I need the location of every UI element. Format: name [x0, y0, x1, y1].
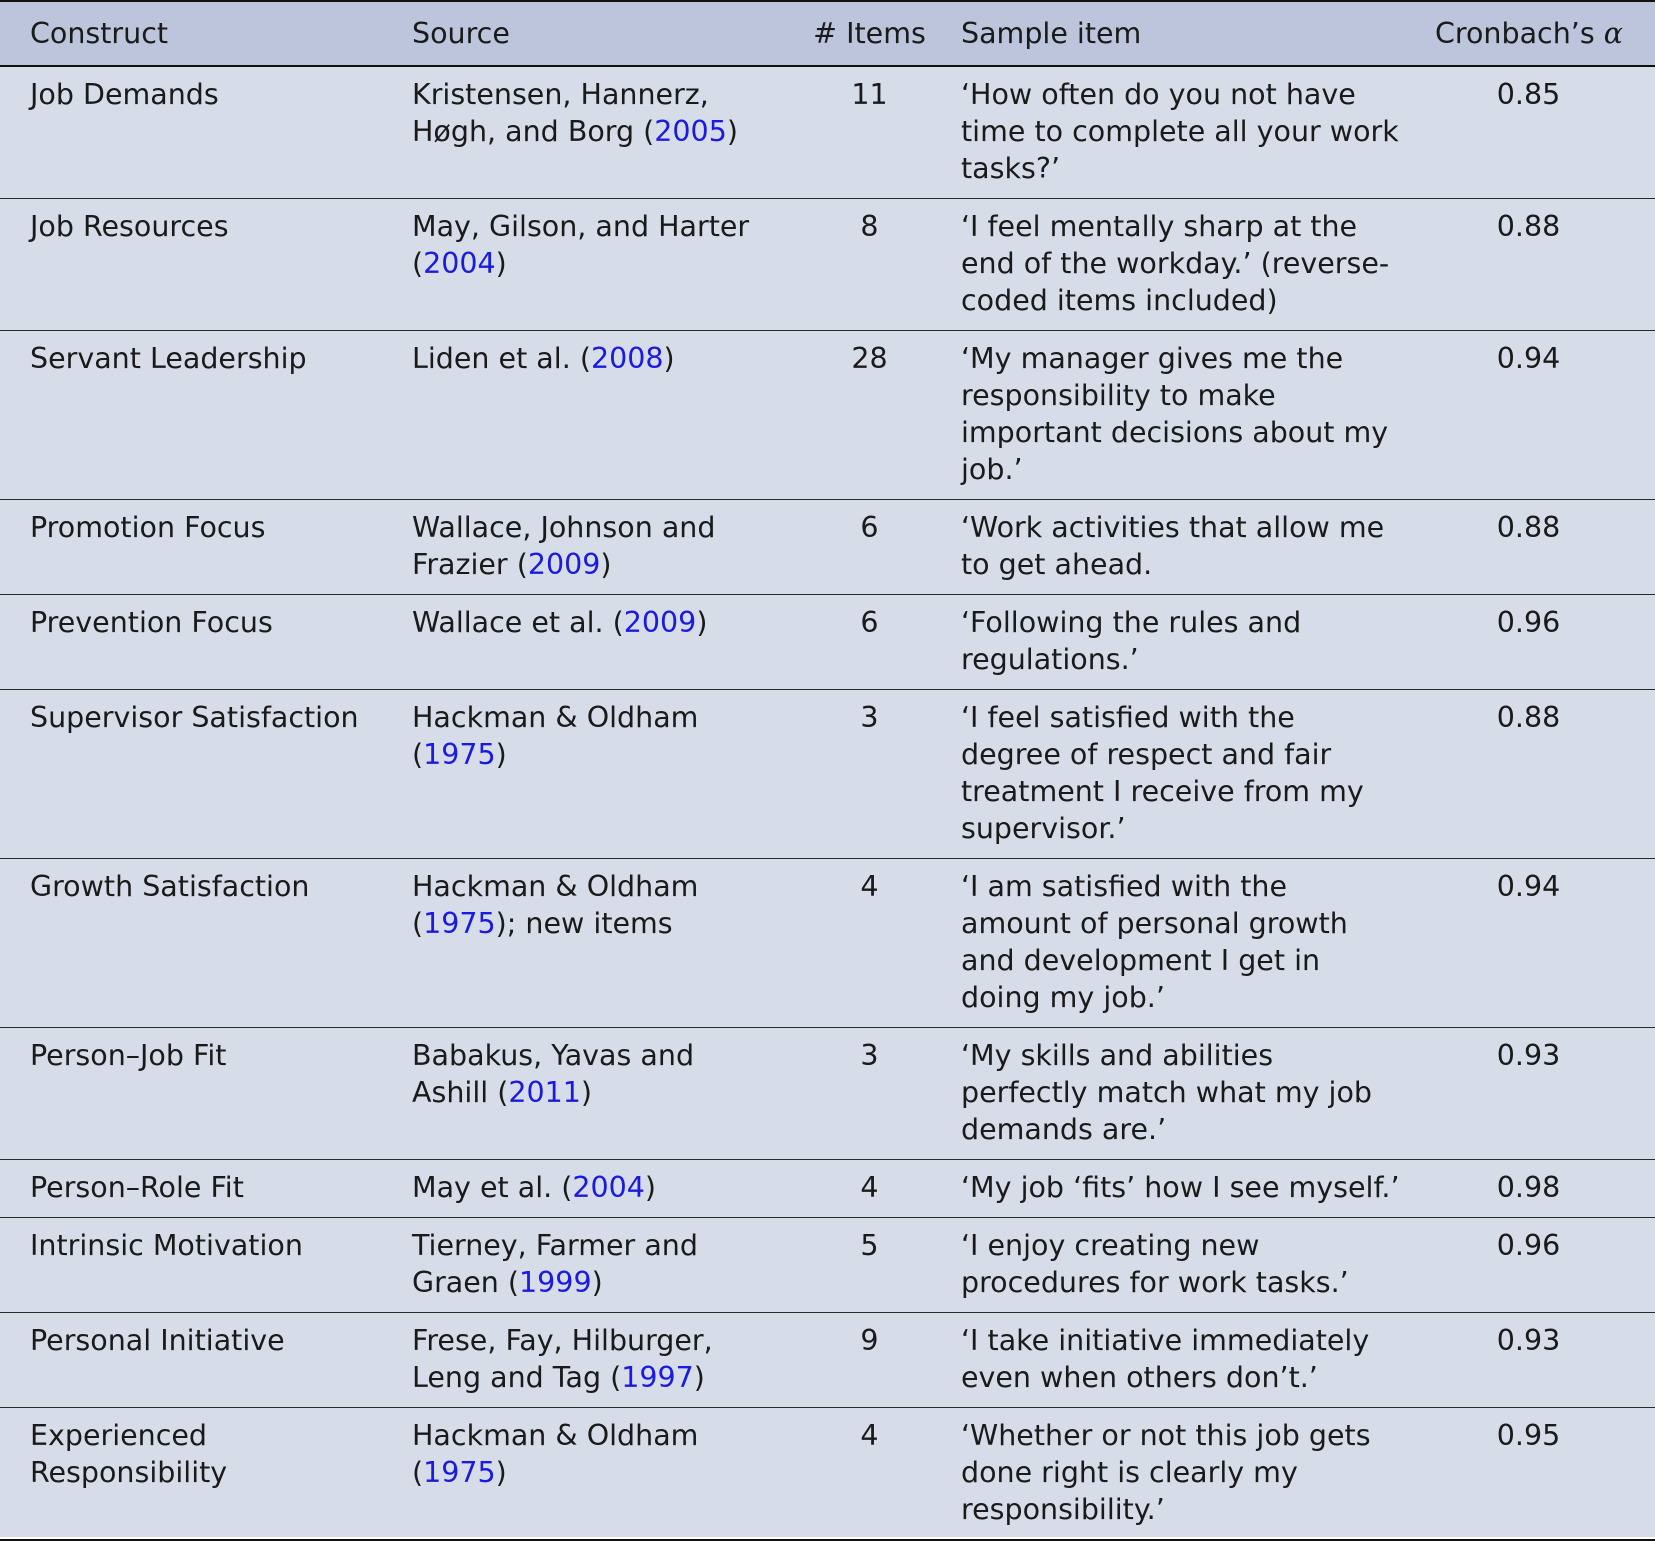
table-row — [0, 1160, 1655, 1218]
citation-year-link[interactable]: 1999 — [519, 1266, 592, 1299]
source-text-suffix: ) — [663, 342, 675, 375]
table-row — [0, 66, 1655, 199]
cell-source — [412, 66, 778, 199]
citation-year-link[interactable]: 2008 — [590, 342, 664, 375]
cell-cronbach-alpha: 0.85 — [1496, 78, 1561, 111]
cell-items-count: 4 — [860, 1171, 879, 1204]
header-construct: Construct — [30, 17, 169, 50]
cell-cronbach-alpha: 0.98 — [1496, 1171, 1561, 1204]
table-body — [0, 66, 1655, 1540]
cell-items-count: 11 — [851, 78, 888, 111]
source-text: Hackman & Oldham ( — [412, 1419, 699, 1489]
source-text: Liden et al. ( — [412, 342, 591, 375]
citation-year-link[interactable]: 2005 — [654, 115, 727, 148]
cell-source — [412, 1160, 778, 1218]
cell-construct: Supervisor Satisfaction — [30, 701, 359, 734]
cell-items-count: 3 — [860, 701, 879, 734]
source-text-suffix: ) — [644, 1171, 657, 1204]
cell-items-count: 8 — [860, 210, 879, 243]
header-alpha-prefix: Cronbach’s — [1435, 17, 1604, 50]
cell-source — [412, 1218, 778, 1313]
table-row — [0, 1408, 1655, 1541]
source-text-suffix: ); new items — [495, 907, 673, 940]
header-source: Source — [412, 17, 510, 50]
table-row — [0, 199, 1655, 331]
cell-sample-item: ‘I enjoy creating new procedures for work tasks.’ — [961, 1229, 1349, 1299]
cell-sample-item: ‘I feel mentally sharp at the end of the workday.’ (reverse-coded items included) — [961, 210, 1390, 317]
header-cronbach-alpha — [1402, 1, 1655, 66]
citation-year-link[interactable]: 2004 — [423, 247, 496, 280]
cell-sample-item: ‘Following the rules and regulations.’ — [961, 606, 1302, 676]
citation-year-link[interactable]: 1975 — [423, 738, 496, 771]
source-text: Hackman & Oldham ( — [412, 701, 699, 771]
cell-sample-item: ‘I feel satisfied with the degree of respect and fair treatment I receive from my supervisor.’ — [961, 701, 1364, 845]
cell-cronbach-alpha: 0.88 — [1496, 511, 1561, 544]
source-text-suffix: ) — [726, 115, 738, 148]
cell-construct: Promotion Focus — [30, 511, 266, 544]
cell-source — [412, 859, 778, 1028]
source-text: Frese, Fay, Hilburger, Leng and Tag ( — [412, 1324, 713, 1394]
citation-year-link[interactable]: 2009 — [527, 548, 601, 581]
citation-year-link[interactable]: 2004 — [572, 1171, 645, 1204]
cell-cronbach-alpha: 0.88 — [1496, 701, 1561, 734]
cell-items-count: 9 — [860, 1324, 879, 1357]
source-text-suffix: ) — [693, 1361, 705, 1394]
cell-construct: Growth Satisfaction — [30, 870, 310, 903]
cell-source — [412, 595, 778, 690]
cell-items-count: 5 — [860, 1229, 879, 1262]
cell-construct: Servant Leadership — [30, 342, 307, 375]
cell-cronbach-alpha: 0.96 — [1496, 1229, 1561, 1262]
source-text: Tierney, Farmer and Graen ( — [412, 1229, 698, 1299]
cell-cronbach-alpha: 0.95 — [1496, 1419, 1561, 1452]
cell-items-count: 4 — [860, 1419, 879, 1452]
cell-construct: Job Demands — [30, 78, 219, 111]
header-items: # Items — [813, 17, 926, 50]
cell-sample-item: ‘I take initiative immediately even when others don’t.’ — [961, 1324, 1370, 1394]
cell-construct: Job Resources — [30, 210, 229, 243]
table-row — [0, 859, 1655, 1028]
header-row — [0, 1, 1655, 66]
source-text: Wallace, Johnson and Frazier ( — [412, 511, 716, 581]
cell-source — [412, 199, 778, 331]
cell-items-count: 3 — [860, 1039, 879, 1072]
cell-sample-item: ‘Whether or not this job gets done right is clearly my responsibility.’ — [961, 1419, 1371, 1526]
source-text: Kristensen, Hannerz, Høgh, and Borg ( — [412, 78, 709, 148]
citation-year-link[interactable]: 1975 — [423, 907, 496, 940]
source-text-suffix: ) — [591, 1266, 603, 1299]
citation-year-link[interactable]: 1975 — [423, 1456, 496, 1489]
cell-source — [412, 1408, 778, 1541]
cell-items-count: 6 — [860, 511, 879, 544]
source-text: Hackman & Oldham ( — [412, 870, 699, 940]
cell-cronbach-alpha: 0.94 — [1496, 342, 1561, 375]
source-text: Wallace et al. ( — [412, 606, 624, 639]
cell-sample-item: ‘How often do you not have time to complete all your work tasks?’ — [961, 78, 1399, 185]
cell-source — [412, 500, 778, 595]
cell-cronbach-alpha: 0.93 — [1496, 1039, 1561, 1072]
table-row — [0, 595, 1655, 690]
alpha-symbol: α — [1603, 17, 1623, 50]
cell-source — [412, 331, 778, 500]
cell-items-count: 6 — [860, 606, 879, 639]
cell-cronbach-alpha: 0.93 — [1496, 1324, 1561, 1357]
cell-sample-item: ‘My job ‘fits’ how I see myself.’ — [961, 1171, 1400, 1204]
cell-sample-item: ‘I am satisfied with the amount of personal growth and development I get in doing my job.’ — [961, 870, 1348, 1014]
cell-sample-item: ‘Work activities that allow me to get ahead. — [961, 511, 1385, 581]
cell-source — [412, 1028, 778, 1160]
cell-cronbach-alpha: 0.96 — [1496, 606, 1561, 639]
table-header — [0, 1, 1655, 66]
source-text-suffix: ) — [495, 738, 507, 771]
table-row — [0, 500, 1655, 595]
source-text: May, Gilson, and Harter ( — [412, 210, 750, 280]
source-text: Babakus, Yavas and Ashill ( — [412, 1039, 695, 1109]
cell-items-count: 4 — [860, 870, 879, 903]
source-text-suffix: ) — [495, 247, 507, 280]
table-row — [0, 1313, 1655, 1408]
cell-construct: Intrinsic Motivation — [30, 1229, 303, 1262]
source-text: May et al. ( — [412, 1171, 573, 1204]
header-sample-item: Sample item — [961, 17, 1142, 50]
source-text-suffix: ) — [495, 1456, 507, 1489]
citation-year-link[interactable]: 1997 — [621, 1361, 694, 1394]
source-text-suffix: ) — [696, 606, 708, 639]
cell-construct: Personal Initiative — [30, 1324, 285, 1357]
table-row — [0, 690, 1655, 859]
cell-construct: Prevention Focus — [30, 606, 273, 639]
cell-cronbach-alpha: 0.88 — [1496, 210, 1561, 243]
table-row — [0, 331, 1655, 500]
cell-source — [412, 690, 778, 859]
source-text-suffix: ) — [580, 1076, 592, 1109]
cell-items-count: 28 — [851, 342, 888, 375]
cell-construct: Person–Role Fit — [30, 1171, 244, 1204]
cell-sample-item: ‘My skills and abilities perfectly match what my job demands are.’ — [961, 1039, 1372, 1146]
cell-sample-item: ‘My manager gives me the responsibility to make important decisions about my job.’ — [961, 342, 1389, 486]
cell-cronbach-alpha: 0.94 — [1496, 870, 1561, 903]
cell-source — [412, 1313, 778, 1408]
table-row — [0, 1028, 1655, 1160]
source-text-suffix: ) — [600, 548, 612, 581]
table-row — [0, 1218, 1655, 1313]
citation-year-link[interactable]: 2009 — [623, 606, 697, 639]
cell-construct: Experienced Responsibility — [30, 1419, 228, 1489]
citation-year-link[interactable]: 2011 — [508, 1076, 581, 1109]
cell-construct: Person–Job Fit — [30, 1039, 227, 1072]
